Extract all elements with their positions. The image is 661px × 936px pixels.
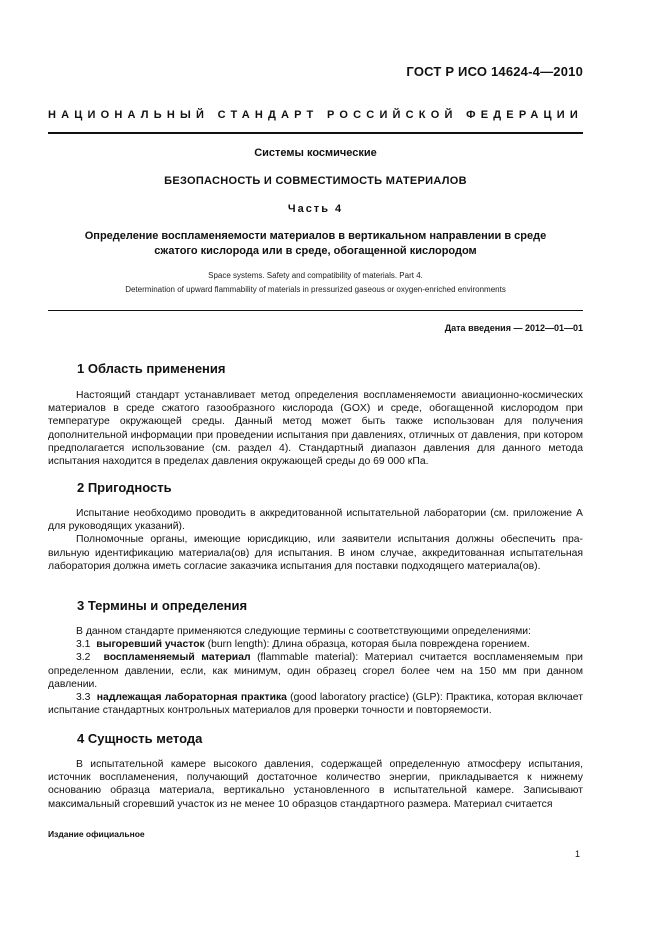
edition-label: Издание официальное bbox=[48, 829, 145, 839]
term: воспламеняемый материал bbox=[103, 652, 251, 664]
paragraph: Полномочные органы, имеющие юрисдикцию, или заявители испытания должны обеспечить правильную идентификацию материала(ов) для испытания. В ином случае, аккредитованная испытательная лаборатория должна иметь согласие заказчика испытания для поставки подходящего материала(ов). bbox=[48, 534, 583, 572]
national-title-word: НАЦИОНАЛЬНЫЙ bbox=[48, 109, 210, 121]
subtitle-line-1: Определение воспламеняемости материалов в вертикальном направлении в среде bbox=[84, 230, 547, 242]
paragraph: В данном стандарте применяются следующие термины с соответствующими определениями: bbox=[76, 626, 531, 637]
national-title-word: ФЕДЕРАЦИИ bbox=[466, 109, 583, 121]
section-4-heading: 4 Сущность метода bbox=[77, 731, 203, 746]
section-2-heading: 2 Пригодность bbox=[77, 480, 172, 495]
term-text: (burn length): Длина образца, которая была повреждена горением. bbox=[204, 639, 530, 651]
paragraph: Испытание необходимо проводить в аккредитованной испытательной лаборатории (см. приложение А для руководящих указаний). bbox=[48, 508, 583, 533]
national-title-word: СТАНДАРТ bbox=[217, 109, 319, 121]
term-definition bbox=[48, 691, 583, 717]
part-label: Часть 4 bbox=[287, 203, 344, 215]
term-number: 3.1 bbox=[76, 639, 91, 651]
paragraph: В испытательной камере высокого давления, содержащей определенную атмосферу испытания, источник воспламенения, получающий достаточное количество энергии, прикладывается к нижнему основанию образца материала, вертикально установленного в испытательной камере. Записывают максимальный сгоревший участок из не менее 10 образцов стандартного размера. Материал считается bbox=[48, 759, 583, 810]
title-divider bbox=[48, 310, 583, 311]
header-divider bbox=[48, 132, 583, 134]
national-standard-title bbox=[48, 109, 583, 121]
section-3-body bbox=[48, 625, 583, 717]
introduction-date: Дата введения — 2012—01—01 bbox=[444, 323, 583, 333]
section-4-body bbox=[48, 758, 583, 811]
subtitle bbox=[60, 229, 571, 259]
term-definition bbox=[48, 651, 583, 691]
paragraph: Настоящий стандарт устанавливает метод определения воспламеняемости авиационно-космических материалов в среде сжатого газообразного кислорода (GOX) и среде, обогащенной кислородом при температуре окружающей среды. Данный метод может быть также использован для получения дополнительной информации при проведении испытания при давлениях, отличных от давления, при котором предполагается использование (см. раздел 4). Стандартный диапазон давления для данного метода испытания находится в пределах давления окружающей среды до 69 000 кПа. bbox=[48, 390, 583, 468]
section-1-body bbox=[48, 389, 583, 468]
term-number: 3.2 bbox=[76, 652, 91, 664]
section-2-body bbox=[48, 507, 583, 573]
english-title-line-1: Space systems. Safety and compatibility of materials. Part 4. bbox=[208, 271, 423, 280]
term: выгоревший участок bbox=[96, 639, 205, 651]
section-3-heading: 3 Термины и определения bbox=[77, 598, 248, 613]
subtitle-line-2: сжатого кислорода или в среде, обогащенной кислородом bbox=[154, 245, 477, 257]
document-code: ГОСТ Р ИСО 14624-4—2010 bbox=[406, 64, 583, 79]
english-title bbox=[48, 269, 583, 297]
national-title-word: РОССИЙСКОЙ bbox=[327, 109, 458, 121]
term-number: 3.3 bbox=[76, 692, 91, 704]
english-title-line-2: Determination of upward flammability of materials in pressurized gaseous or oxygen-enriched environments bbox=[125, 285, 506, 294]
term-text: (good laboratory practice) (GLP): Практика, которая включает испытание стандартных контрольных материалов для проверки точности и повторяемости. bbox=[48, 692, 583, 717]
term-definition bbox=[48, 638, 583, 651]
section-1-heading: 1 Область применения bbox=[77, 361, 226, 376]
page-number: 1 bbox=[574, 849, 580, 859]
term-text: (flammable material): Материал считается воспламеняемым при определенном давлении, если, как минимум, один образец сгорел более чем на 150 мм при данном давлении. bbox=[48, 652, 583, 690]
title-line-2: БЕЗОПАСНОСТЬ И СОВМЕСТИМОСТЬ МАТЕРИАЛОВ bbox=[164, 175, 467, 187]
term: надлежащая лабораторная практика bbox=[96, 692, 287, 704]
title-line-1: Системы космические bbox=[254, 147, 377, 159]
